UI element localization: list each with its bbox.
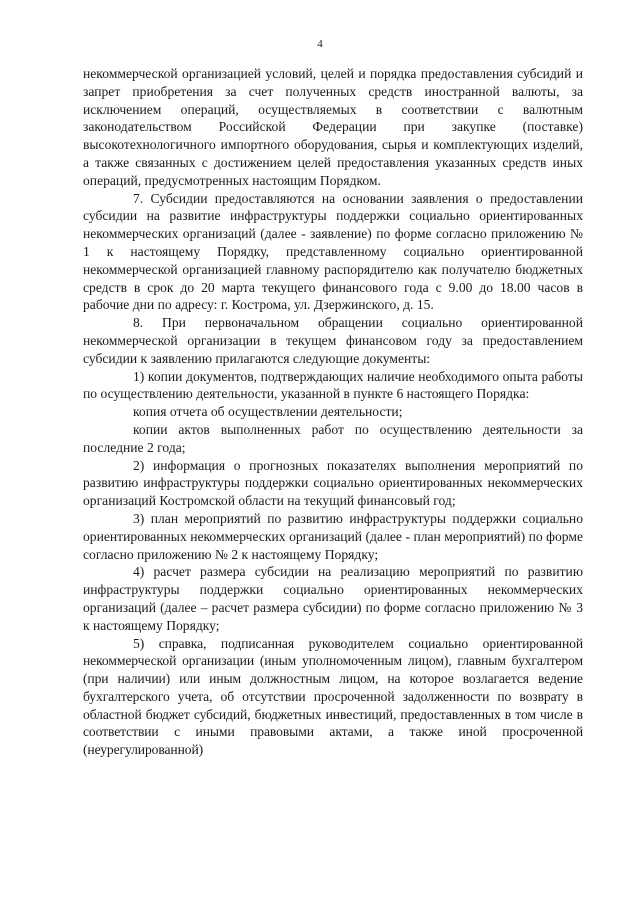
paragraph-subitem-1-report-copy: копия отчета об осуществлении деятельности; — [133, 404, 403, 420]
paragraph-subitem-1: 1) копии документов, подтверждающих наличие необходимого опыта работы по осуществлению деятельности, указанной в пункте 6 настоящего Порядка: — [83, 368, 583, 402]
paragraph-subitem-4: 4) расчет размера субсидии на реализацию мероприятий по развитию инфраструктуры поддержки социально ориентированных некоммерческих организаций (далее – расчет размера субсидии) по форме согласно приложению № 3 к настоящему Порядку; — [83, 564, 583, 633]
paragraph-item-7: 7. Субсидии предоставляются на основании заявления о предоставлении субсидии на развитие инфраструктуры поддержки социально ориентированных некоммерческих организаций (далее - заявление) по форме согласно приложению № 1 к настоящему Порядку, представленному социально ориентированной некоммерческой организацией главному распорядителю как получателю бюджетных средств в срок до 20 марта текущего финансового года с 9.00 до 18.00 часов в рабочие дни по адресу: г. Кострома, ул. Дзержинского, д. 15. — [83, 190, 583, 313]
paragraph-item-8: 8. При первоначальном обращении социально ориентированной некоммерческой организации в текущем финансовом году за предоставлением субсидии к заявлению прилагаются следующие документы: — [83, 315, 583, 366]
paragraph-subitem-2: 2) информация о прогнозных показателях выполнения мероприятий по развитию инфраструктуры поддержки социально ориентированных некоммерческих организаций Костромской области на текущий финансовый год; — [83, 457, 583, 509]
paragraph-subitem-3: 3) план мероприятий по развитию инфраструктуры поддержки социально ориентированных некоммерческих организаций (далее - план мероприятий) по форме согласно приложению № 2 к настоящему Порядку; — [83, 510, 583, 562]
paragraph-continuation: некоммерческой организацией условий, целей и порядка предоставления субсидий и запрет приобретения за счет полученных средств иностранной валюты, за исключением операций, осуществляемых в соответствии с валютным законодательством Российской Федерации при закупке (поставке) высокотехнологичного импортного оборудования, сырья и комплектующих изделий, а также связанных с достижением целей предоставления указанных средств иных операций, предусмотренных настоящим Порядком. — [83, 66, 583, 188]
paragraph-subitem-5: 5) справка, подписанная руководителем социально ориентированной некоммерческой организации (иным уполномоченным лицом), главным бухгалтером (при наличии) или иным должностным лицом, на которое возлагается ведение бухгалтерского учета, об отсутствии просроченной задолженности по возврату в областной бюджет субсидий, бюджетных инвестиций, предоставленных в том числе в соответствии с иными правовыми актами, а также иной просроченной (неурегулированной) — [83, 635, 583, 758]
paragraph-subitem-1-acts-copy: копии актов выполненных работ по осуществлению деятельности за последние 2 года; — [83, 421, 583, 455]
page-number: 4 — [317, 38, 323, 50]
document-body — [83, 65, 583, 759]
